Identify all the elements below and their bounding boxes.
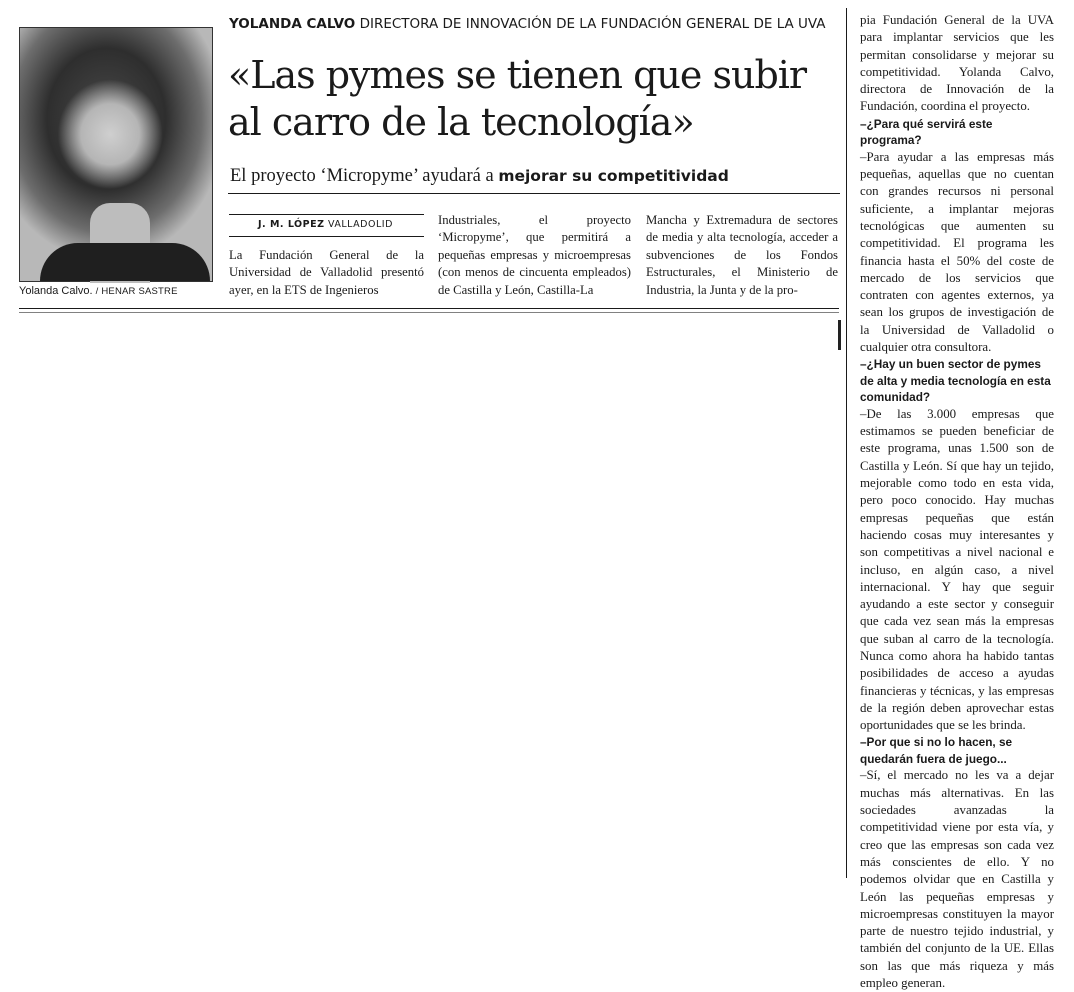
caption-text: Yolanda Calvo. [19,285,93,297]
body-column-2: Industriales, el proyecto ‘Micropyme’, que permitirá a pequeñas empresas y microempresas (con menos de cincuenta empleados) de Castilla y León, Castilla-La [438,213,631,297]
byline-place: VALLADOLID [327,219,393,230]
sidebar-divider [846,8,847,878]
margin-mark [838,320,841,350]
byline-author: J. M. LÓPEZ [258,219,325,230]
kicker-role: DIRECTORA DE INNOVACIÓN DE LA FUNDACIÓN GENERAL DE LA UVA [359,16,826,32]
photo-caption [19,285,178,297]
photo-credit: / HENAR SASTRE [95,286,178,297]
question-1: –¿Para qué servirá este programa? [860,116,993,148]
kicker [229,16,826,32]
answer-3: –Sí, el mercado no les va a dejar muchas más alternativas. En las sociedades avanzadas la competitividad viene por esta vía, y creo que las empresas son cada vez más conscientes de ello. Y no podemos olvidar que en Castilla y León las pequeñas empresas y microempresas constituyen la mayor parte de nuestro tejido industrial, y también del conjunto de la UE. Ellas son las que más riqueza y más empleo generan. [860,768,1054,991]
deck [230,166,729,187]
question-2: –¿Hay un buen sector de pymes de alta y media tecnología en esta comunidad? [860,357,1051,405]
interview-sidebar [860,12,1054,992]
question-3: –Por que si no lo hacen, se quedarán fuera de juego... [860,735,1013,766]
byline [258,219,393,230]
byline-rule-bottom [229,236,424,237]
deck-lead: El proyecto ‘Micropyme’ ayudará a [230,166,494,186]
answer-1: –Para ayudar a las empresas más pequeñas, aquellas que no cuentan con grandes recursos ni personal suficiente, a implantar mejoras tecnológicas que aumenten su competitividad. El programa les financia hasta el 50% del coste de mercado de los servicios que contraten con agentes externos, ya sean los grupos de investigación de la Universidad de Valladolid o cualquier otra consultora. [860,149,1054,355]
byline-rule-top [229,214,424,215]
portrait-shirt [40,243,210,281]
article-bottom-rule-2 [19,312,839,313]
kicker-name: YOLANDA CALVO [229,16,356,32]
article-bottom-rule [19,308,839,309]
answer-2: –De las 3.000 empresas que estimamos se pueden beneficiar de este programa, unas 1.500 son de Castilla y León. Sí que hay un tejido, mejorable como todo en esta vida, pero poco conocido. Hay muchas empresas pequeñas que están haciendo cosas muy interesantes y son competitivas a nivel nacional e incluso, en algún caso, a nivel internacional. Y hay que seguir ayudando a este sector y conseguir que cada vez sean más la empresas que suban al carro de la tecnología. Nunca como ahora ha habido tantas posibilidades de acceso a ayudas financieras y técnicas, y las empresas de la región deben aprovechar estas oportunidades que se les brinda. [860,406,1054,733]
deck-rule [228,193,840,194]
interview-intro: pia Fundación General de la UVA para implantar servicios que les permitan consolidarse y mejorar su competitividad. Yolanda Calvo, directora de Innovación de la Fundación, coordina el proyecto. [860,13,1054,114]
headline: «Las pymes se tienen que subir al carro de la tecnología» [228,53,807,144]
deck-emphasis: mejorar su competitividad [498,167,729,185]
portrait-photo [19,27,213,282]
body-column-1: La Fundación General de la Universidad de Valladolid presentó ayer, en la ETS de Ingenieros [229,248,424,297]
body-column-3: Mancha y Extremadura de sectores de media y alta tecnología, acceder a subvenciones de los Fondos Estructurales, el Ministerio de Industria, la Junta y de la pro- [646,213,838,297]
